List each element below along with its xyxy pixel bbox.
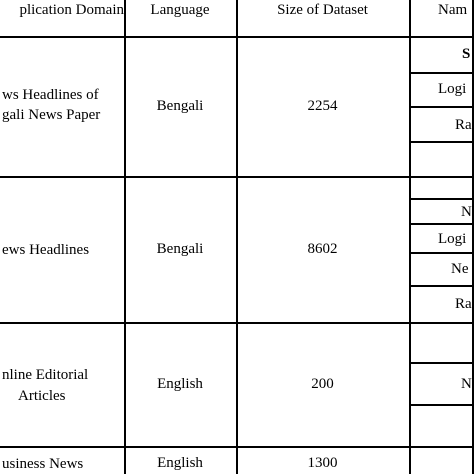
row-divider-3 — [0, 446, 474, 448]
row3-sub-1: N — [461, 376, 472, 392]
row1-domain-line2: gali News Paper — [2, 107, 101, 123]
subrow-divider — [409, 285, 474, 287]
row1-sub-2: Logi — [438, 81, 467, 97]
row4-size: 1300 — [307, 454, 338, 471]
subrow-divider — [409, 252, 474, 254]
row2-sub-3: Ne — [451, 261, 469, 277]
subrow-divider — [409, 106, 474, 108]
subrow-divider — [409, 223, 474, 225]
row1-size: 2254 — [307, 97, 338, 114]
row2-domain-line1: ews Headlines — [2, 242, 90, 258]
row3-domain-line2: Articles — [18, 388, 66, 404]
subrow-divider — [409, 362, 474, 364]
row2-size: 8602 — [307, 240, 338, 257]
row2-language: Bengali — [156, 240, 204, 257]
row2-sub-4: Ra — [455, 296, 472, 312]
header-application-domain: plication Domain — [19, 1, 124, 18]
row4-domain-line1: usiness News — [2, 456, 84, 472]
row3-language: English — [157, 375, 203, 392]
row2-sub-1: N — [461, 204, 472, 220]
row1-sub-1: S — [462, 46, 471, 62]
header-size-of-dataset: Size of Dataset — [277, 1, 368, 18]
subrow-divider — [409, 404, 474, 406]
subrow-divider — [409, 141, 474, 143]
row3-domain-line1: nline Editorial — [2, 367, 89, 383]
row1-language: Bengali — [156, 97, 204, 114]
subrow-divider — [409, 72, 474, 74]
row1-domain-line1: ws Headlines of — [2, 87, 99, 103]
row3-size: 200 — [311, 375, 334, 392]
row1-sub-3: Ra — [455, 117, 472, 133]
row4-language: English — [157, 454, 203, 471]
subrow-divider — [409, 198, 474, 200]
header-name: Nam — [438, 1, 468, 18]
row2-sub-2: Logi — [438, 231, 467, 247]
header-language: Language — [150, 1, 210, 18]
